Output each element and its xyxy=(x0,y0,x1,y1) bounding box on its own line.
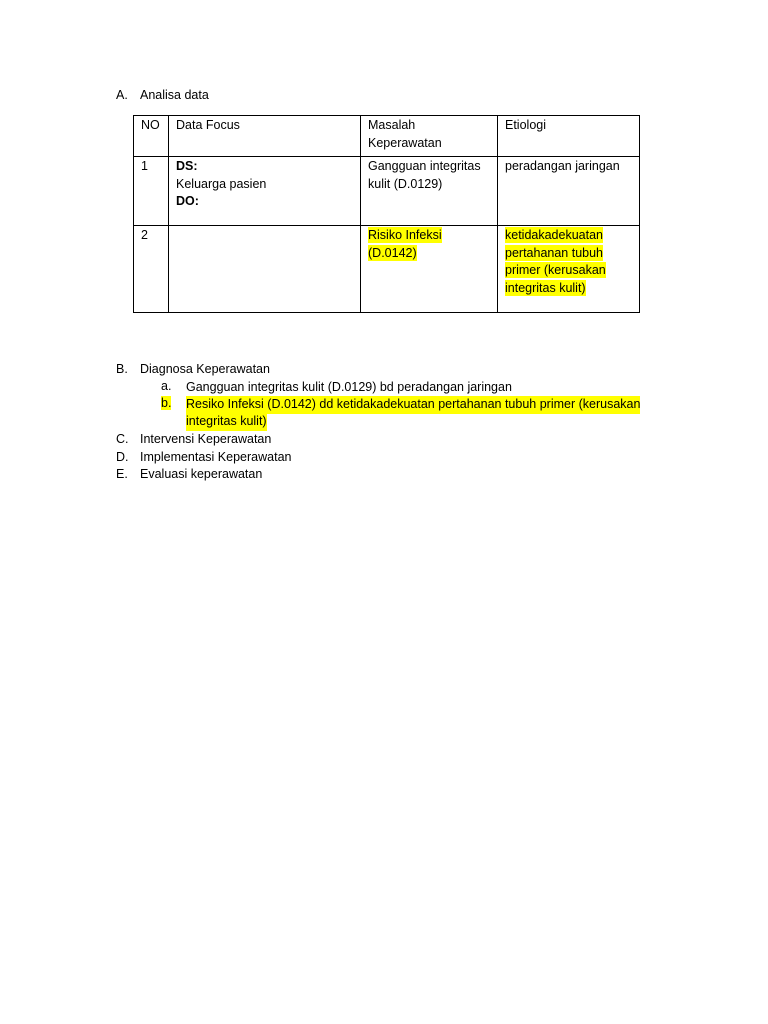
section-a-title: Analisa data xyxy=(140,88,209,102)
table-header-row xyxy=(134,116,640,157)
analisa-data-table xyxy=(133,115,640,313)
diagnosa-b-letter: b. xyxy=(161,396,172,410)
section-e-title: Evaluasi keperawatan xyxy=(140,467,263,481)
row2-no: 2 xyxy=(134,226,169,313)
row1-data-focus xyxy=(169,157,361,226)
section-c-title: Intervensi Keperawatan xyxy=(140,432,272,446)
header-data-focus: Data Focus xyxy=(169,116,361,157)
table-row xyxy=(134,157,640,226)
header-masalah xyxy=(361,116,498,157)
header-masalah-line1: Masalah xyxy=(368,118,416,132)
row1-ds-label: DS: xyxy=(176,159,198,173)
section-d-letter: D. xyxy=(116,450,129,464)
header-masalah-line2: Keperawatan xyxy=(368,135,442,150)
table-row xyxy=(134,226,640,313)
diagnosa-b-text-line1: Resiko Infeksi (D.0142) dd ketidakadekuatan pertahanan tubuh primer (kerusakan xyxy=(186,396,640,414)
section-b-title: Diagnosa Keperawatan xyxy=(140,362,270,376)
row2-etiologi-text: ketidakadekuatan pertahanan tubuh primer (kerusakan integritas kulit) xyxy=(505,228,606,295)
row1-ds-value: Keluarga pasien xyxy=(176,176,267,191)
row2-data-focus xyxy=(169,226,361,313)
diagnosa-b-text-line2: integritas kulit) xyxy=(186,413,267,431)
row2-etiologi xyxy=(498,226,640,313)
section-c-letter: C. xyxy=(116,432,129,446)
header-no: NO xyxy=(134,116,169,157)
row2-masalah xyxy=(361,226,498,313)
row1-masalah: Gangguan integritas kulit (D.0129) xyxy=(361,157,498,226)
diagnosa-a-letter: a. xyxy=(161,379,172,393)
row1-do-label: DO: xyxy=(176,194,199,208)
section-e-letter: E. xyxy=(116,467,128,481)
row2-masalah-text: Risiko Infeksi (D.0142) xyxy=(368,228,442,260)
section-d-title: Implementasi Keperawatan xyxy=(140,450,292,464)
section-b-letter: B. xyxy=(116,362,128,376)
section-a-letter: A. xyxy=(116,88,128,102)
row1-no: 1 xyxy=(134,157,169,226)
header-etiologi: Etiologi xyxy=(498,116,640,157)
diagnosa-a-text: Gangguan integritas kulit (D.0129) bd peradangan jaringan xyxy=(186,380,512,394)
row1-etiologi: peradangan jaringan xyxy=(498,157,640,226)
